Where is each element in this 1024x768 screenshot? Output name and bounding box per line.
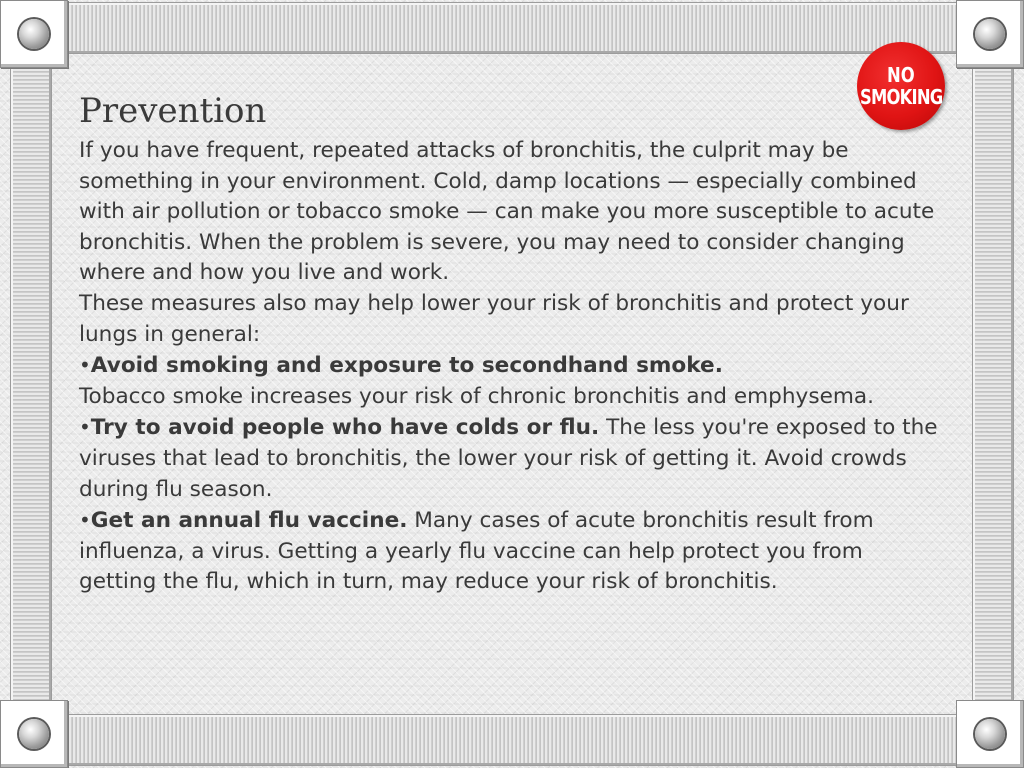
sign-text-no: NO — [887, 63, 915, 87]
bullet-lead: Try to avoid people who have colds or flu. — [90, 415, 600, 441]
intro-paragraph: If you have frequent, repeated attacks of bronchitis, the culprit may be something in your environment. Cold, damp locations — especially combined with air pollution or tobacco smoke — can make you more susceptible to acute bronchitis. When the problem is severe, you may need to consider changing where and how you live and work. — [79, 138, 935, 286]
bullet-marker: • — [79, 353, 91, 378]
bullet-lead: Get an annual flu vaccine. — [90, 508, 408, 534]
frame-rail-right — [972, 68, 1014, 700]
bullet-marker: • — [79, 508, 91, 533]
screw-icon — [19, 19, 49, 49]
screw-icon — [975, 719, 1005, 749]
bullet-marker: • — [79, 415, 91, 440]
measures-paragraph: These measures also may help lower your risk of bronchitis and protect your lungs in general: — [79, 290, 909, 347]
frame-corner-top-right — [956, 0, 1024, 68]
frame-corner-bottom-left — [0, 700, 68, 768]
frame-rail-top — [68, 2, 956, 54]
frame-corner-top-left — [0, 0, 68, 68]
bullet-avoid-colds — [79, 412, 939, 505]
screw-icon — [975, 19, 1005, 49]
frame-corner-bottom-right — [956, 700, 1024, 768]
bullet-flu-vaccine — [79, 505, 939, 598]
screw-icon — [19, 719, 49, 749]
bullet-text: Many cases of acute bronchitis result from influenza, a virus. Getting a yearly flu vaccine can help protect you from getting the flu, which in turn, may reduce your risk of bronchitis. — [79, 508, 874, 595]
frame-rail-bottom — [68, 714, 956, 766]
bullet-lead: Avoid smoking and exposure to secondhand smoke. — [90, 353, 723, 379]
bullet-text: The less you're exposed to the viruses that lead to bronchitis, the lower your risk of getting it. Avoid crowds during flu season. — [79, 415, 938, 502]
frame-rail-left — [10, 68, 52, 700]
sign-text-smoking: SMOKING — [859, 85, 943, 109]
bullet-text: Tobacco smoke increases your risk of chronic bronchitis and emphysema. — [79, 383, 874, 409]
slide-content — [79, 88, 939, 598]
slide-title: Prevention — [79, 91, 267, 131]
bullet-avoid-smoking — [79, 350, 939, 412]
